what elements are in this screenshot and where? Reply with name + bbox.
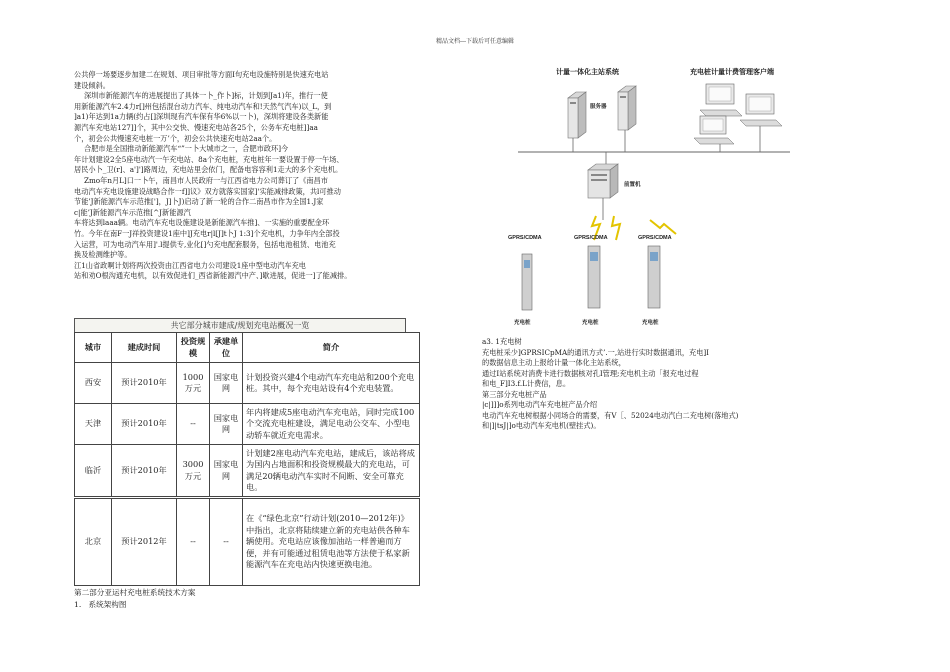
header-time: 建成时间 (112, 333, 177, 363)
paragraph-line: 源汽车充电站127]]个，其中公交快、慢速充电站各25个，公务车充电桩]]aa (74, 122, 318, 132)
charging-pile-icon (522, 254, 532, 310)
front-end-processor-icon (588, 164, 618, 198)
cell-time: 预计2010年 (112, 363, 177, 404)
header-builder: 承建单位 (210, 333, 243, 363)
cell-invest: -- (177, 499, 210, 586)
table-row (75, 499, 420, 586)
paragraph-line: 节能’J新能源汽车示范推[']，J]卜J)启动了新一轮的合作二南昌市作为全国1.J家 (74, 197, 324, 207)
gprs-label: GPRS/CDMA (638, 235, 672, 241)
gprs-label: GPRS/CDMA (508, 235, 542, 241)
paragraph-line: 合肥市是全国推动新能源汽车“”一卜大城市之一，合肥市政环]今 (84, 144, 289, 154)
cell-time: 预计2010年 (112, 404, 177, 445)
paragraph-line: 车将达到laaa辆。电动汽车充电设施建设是新能源汽车推]、一实施的重要配金环 (74, 218, 330, 228)
page-header: 精品文档---下载后可任意编辑 (435, 38, 515, 45)
cell-intro: 年内将建成5座电动汽车充电站，同时完成100个交流充电桩建设，满足电动公交车、小型电动轿车就近充电需求。 (243, 404, 420, 445)
paragraph-line: 的数据信息主动上报给计量一体化主站系统， (482, 358, 626, 367)
client-label: 充电桩计量计费管理客户端 (690, 69, 774, 76)
cell-builder: 国家电网 (210, 445, 243, 497)
paragraph-line: 建设倾斜。 (74, 80, 110, 90)
paragraph-line: 充电桩采少]GPRSICpMA的通讯方式’.一,站进行实时数据通讯，充电]I (482, 347, 710, 357)
left-column-text (74, 70, 404, 282)
paragraph-line: 年计划建设2全5座电动汽一午充电站、8a个充电桩，充电桩年一要设置于停一午场、 (74, 154, 344, 164)
cell-intro: 计划投资兴建4个电动汽车充电站和200个充电桩。其中，每个充电站设有4个充电装置。 (243, 363, 420, 404)
paragraph-line: 通过I站系统对消费卡进行数据核对孔I管理;充电机主动「报充电过程 (482, 368, 699, 378)
cell-city: 天津 (75, 404, 112, 445)
cell-builder: 国家电网 (210, 363, 243, 404)
header-invest: 投资规模 (177, 333, 210, 363)
cell-intro: 在《“绿色北京”行动计划(2010—2012年)》中指出，北京将陆续建立新的充电站供各种车辆使用。充电站应该像加油站一样普遍而方便，并有可能通过租赁电池等方法使于私家新能源汽车在充电站内快速更换电池。 (243, 499, 420, 586)
server-label: 服务器 (590, 104, 607, 110)
cell-city: 西安 (75, 363, 112, 404)
server-icon (618, 86, 636, 130)
paragraph-line: 入运营，可为电动汽车用]'.l提供专,业化[]勺充电配套服务，包括电池租赁、电池充 (74, 239, 336, 249)
paragraph-line: 和|]|tsJ|]o电动汽车充电机(壁挂式)。 (482, 421, 601, 430)
right-column-text (482, 337, 812, 432)
paragraph-line: ]a1)年达到1a力辆(约占[]深圳现有汽车保有华6%以一卜)，深圳将建设各类新能 (74, 112, 329, 122)
charging-pile-icon (648, 246, 660, 308)
list-text: 系统架构图 (88, 600, 127, 609)
table-row (75, 445, 420, 497)
paragraph-line: 和电_F]I3.f.L计费信，息。 (482, 379, 571, 388)
paragraph-line: 用新能源汽车2.4力r[]州包括混台动力汽车、纯电动汽车和!天然气汽车)以_L，到 (74, 101, 332, 111)
paragraph-line: c|能’J新能源汽车示范推[^J新能源汽 (74, 207, 191, 217)
paragraph-line: 换及检测维护等。 (74, 250, 132, 260)
charging-pile-icon (588, 246, 600, 308)
cell-time: 预计2010年 (112, 445, 177, 497)
paragraph-line: 深圳市新能源汽车的进展提出了具体一卜_作卜]标，计划到Ja1)年，推行一使 (84, 91, 328, 101)
client-computer-icon (694, 116, 734, 144)
paragraph-line: 站和劝O根沟通充电机，以有效促进们_西省新能源汽中产、]歇进展，促进一]了能减排。 (74, 271, 352, 281)
cell-builder: -- (210, 499, 243, 586)
list-item (74, 599, 196, 611)
table-header-row (75, 333, 420, 363)
cell-city: 临沂 (75, 445, 112, 497)
paragraph-line: 居民小卜_卫(r]、a']']路周边，充电站里会依门，配备电容容利1走大的多个充电机。 (74, 165, 343, 175)
cell-intro: 计划建2座电动汽车充电站，建成后，该站将成为国内占地面积和投资规模最大的充电站，可满足20辆电动汽车实时不间断、安全可靠充电。 (243, 445, 420, 497)
table-row (75, 404, 420, 445)
client-computer-icon (740, 94, 782, 126)
cell-invest: -- (177, 404, 210, 445)
beijing-table (74, 498, 420, 586)
paragraph-line: 江1山省政啊计划将两次投资由江西省电力公司建设1座中型电动汽车充电 (74, 260, 306, 270)
server-icon (568, 92, 586, 138)
header-city: 城市 (75, 333, 112, 363)
client-computer-icon (700, 84, 742, 116)
table-title: 共它部分城市建成/规划充电站概况一览 (74, 318, 406, 333)
paragraph-line: 个，初会公共慢速充电桩一万’个，初会公共快速充电站2aa个。 (74, 133, 277, 143)
section-heading-block (74, 587, 196, 611)
cell-time: 预计2012年 (112, 499, 177, 586)
city-charging-table (74, 332, 420, 497)
header-intro: 简介 (243, 333, 420, 363)
gprs-label: GPRS/CDMA (574, 235, 608, 241)
section-heading: 第二部分亚运村充电桩系统技术方案 (74, 588, 196, 597)
charging-pile-label: 充电桩 (582, 320, 599, 326)
cell-invest: 3000万元 (177, 445, 210, 497)
paragraph-line: 电动汽车充电设施建设战略合作一f]]议》双方就落实国家]'实能减排政策，共l可推动 (74, 186, 341, 196)
charging-pile-label: 充电桩 (514, 320, 531, 326)
cell-city: 北京 (75, 499, 112, 586)
front-end-processor-label: 前置机 (624, 182, 641, 188)
paragraph-line: a3. 1充电树 (482, 337, 522, 346)
paragraph-line: 电动汽车充电树根据小同场合的需要，有V［、52024电动汽白二充电树(落地式) (482, 410, 739, 420)
paragraph-line: |c|]]]o系列电动汽车充电桩产品介绍 (482, 400, 598, 409)
paragraph-line: 公共停一场要逐步加建二在规划、项目审批等方面I句充电设施特别是快速充电站 (74, 70, 329, 79)
paragraph-line: Zmo年n月L]口一卜午，南昌市人民政府一与江西省电力公司葬订了《南昌市 (84, 175, 328, 185)
system-architecture-diagram (478, 58, 808, 330)
cell-invest: 1000万元 (177, 363, 210, 404)
list-number: 1. (74, 600, 82, 609)
main-system-label: 计量一体化主站系统 (556, 69, 619, 76)
paragraph-line: 竹。今年在南F一J祥投资建设1座中]J充电r|l[J]t卜J 1:3]个充电机，力争年内全部投 (74, 228, 340, 238)
table-row (75, 363, 420, 404)
charging-pile-label: 充电桩 (642, 320, 659, 326)
section-heading: 第三部分充电桩产品 (482, 389, 547, 399)
cell-builder: 国家电网 (210, 404, 243, 445)
